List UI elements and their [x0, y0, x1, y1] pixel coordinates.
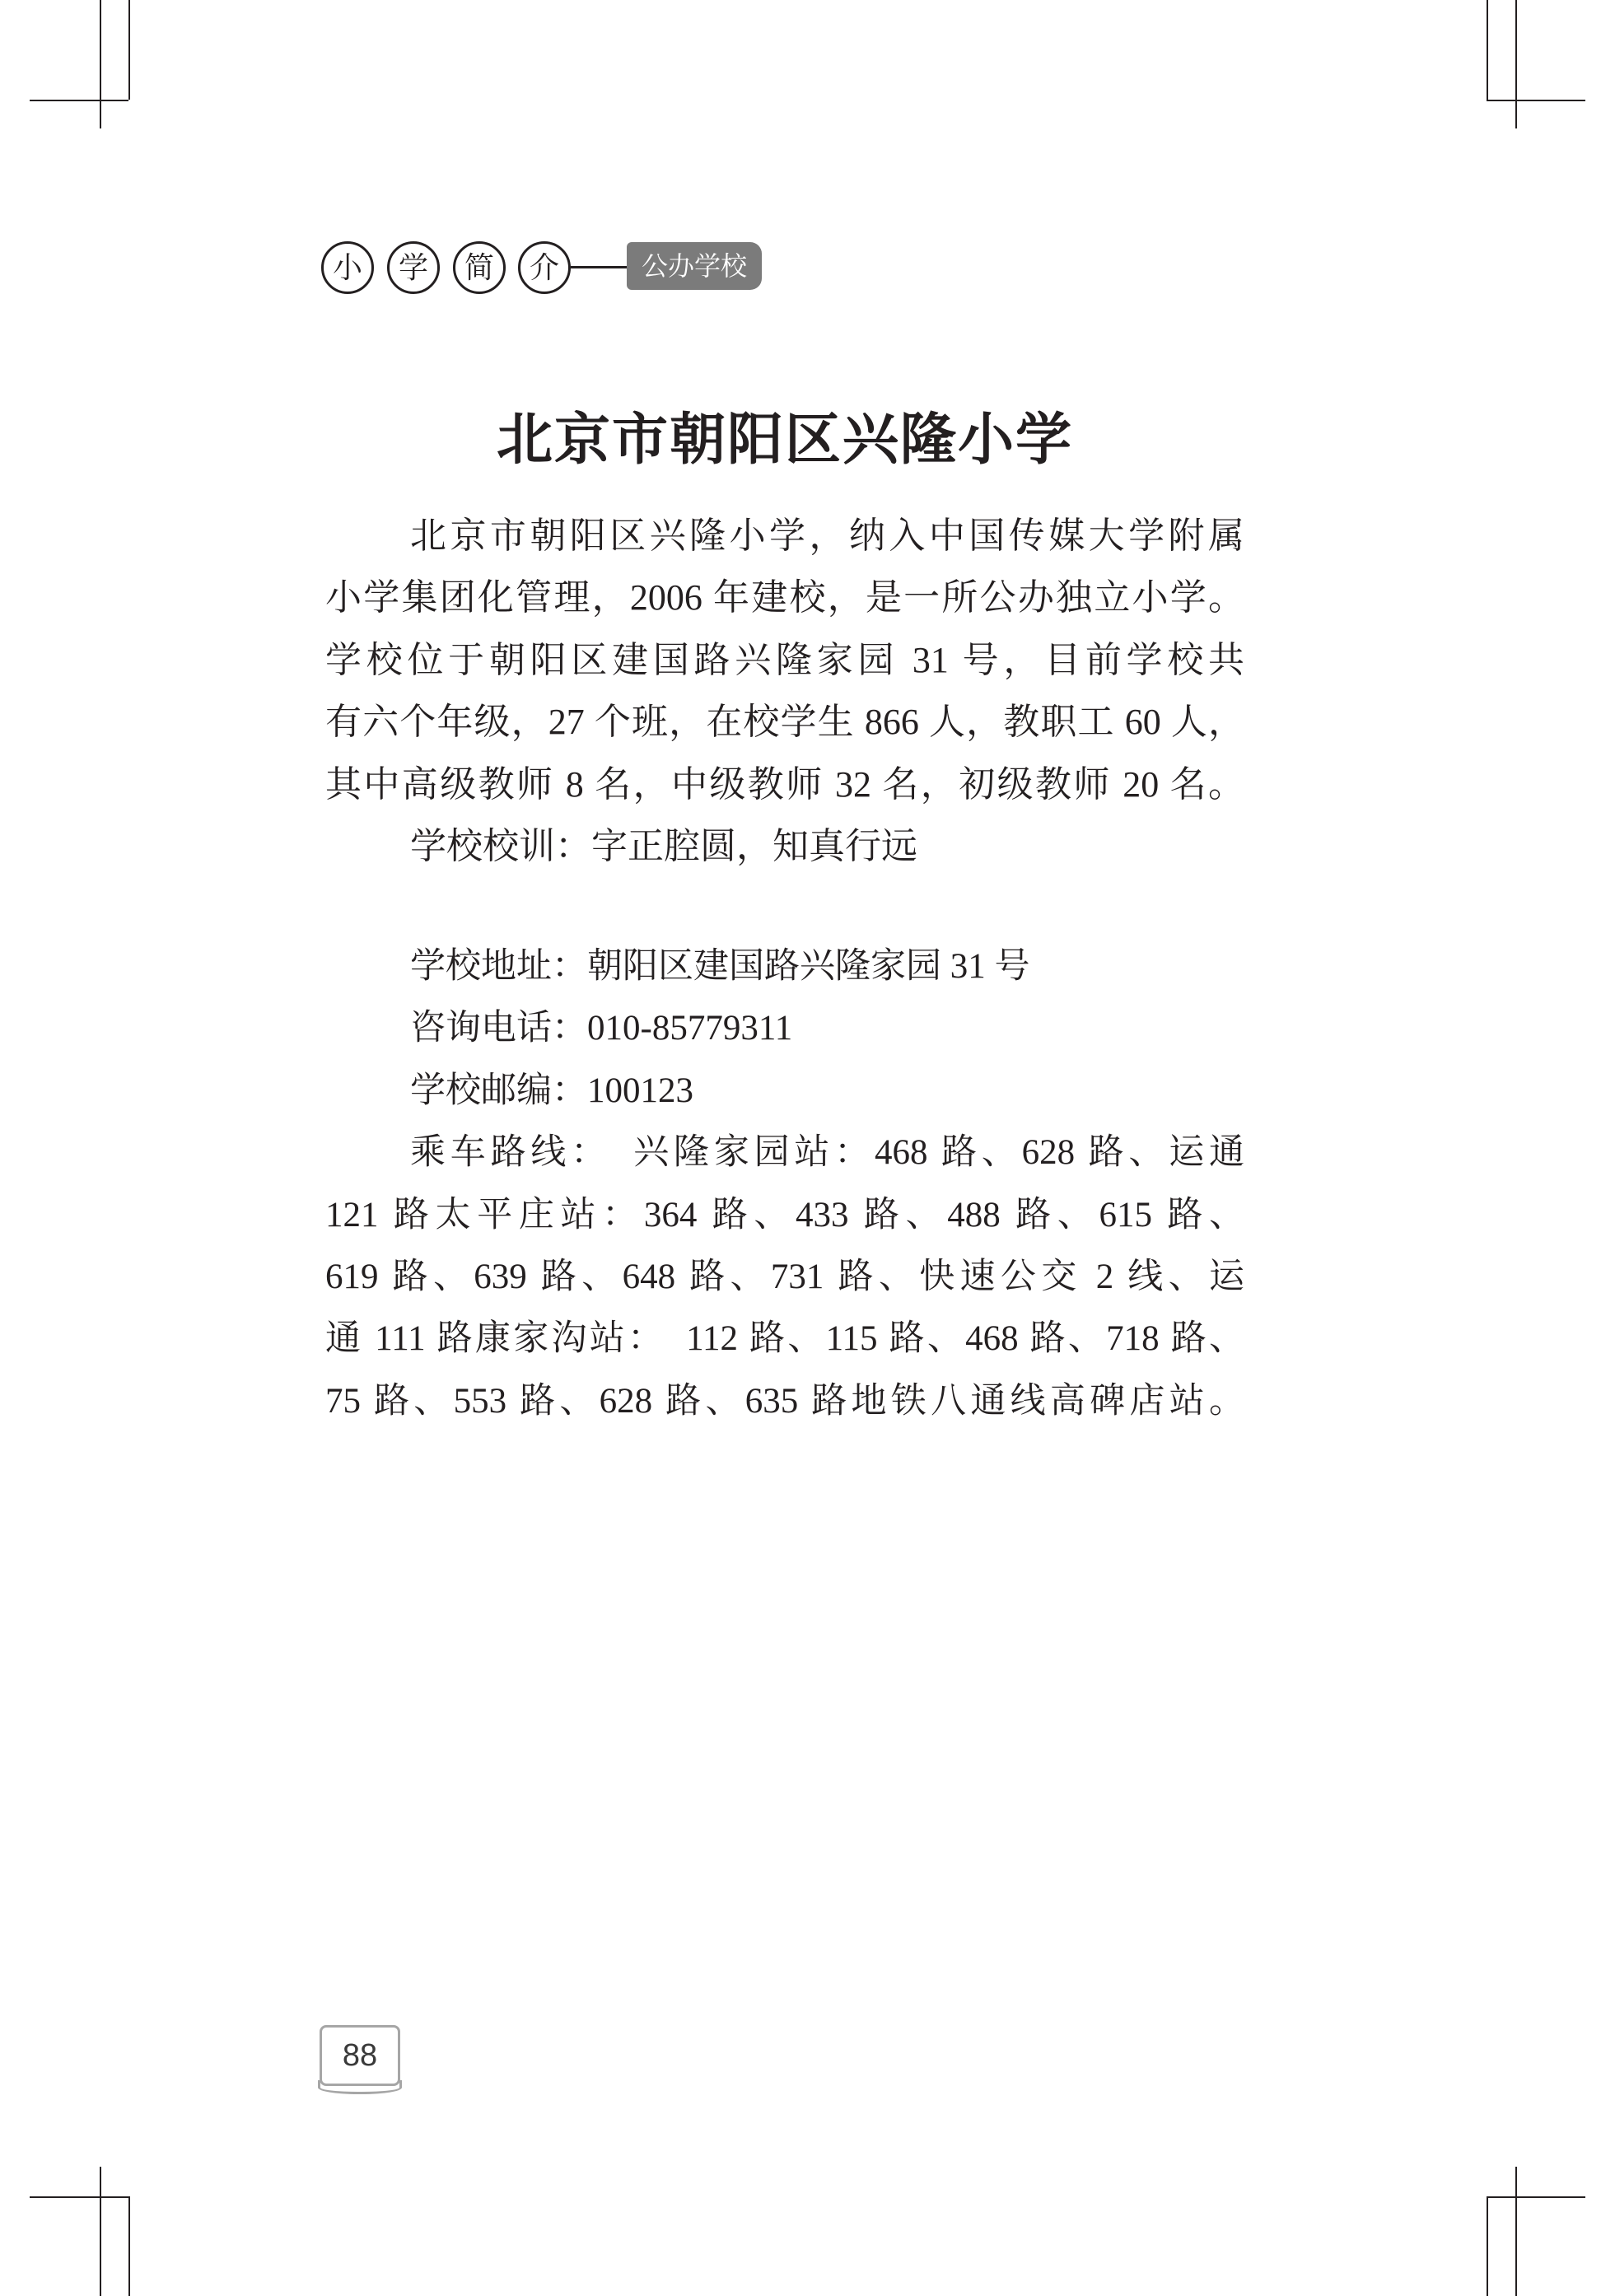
crop-mark-top-left-inner: [128, 0, 130, 100]
intro-line: 小学集团化管理，2006 年建校，是一所公办独立小学。: [325, 577, 1244, 618]
school-address: 学校地址：朝阳区建国路兴隆家园 31 号: [410, 947, 1030, 986]
crop-mark-bottom-left-horizontal: [30, 2196, 128, 2198]
crop-mark-top-left-outer: [100, 0, 101, 128]
section-badge-char: 小: [321, 241, 374, 294]
section-badge-char: 简: [453, 241, 506, 294]
page-title: 北京市朝阳区兴隆小学: [496, 408, 1073, 471]
category-tag: 公办学校: [627, 242, 762, 290]
page-number: 88: [320, 2025, 400, 2086]
school-motto: 学校校训：字正腔圆，知真行远: [410, 825, 917, 866]
crop-mark-top-left-horizontal: [30, 100, 128, 101]
bus-route-line: 通 111 路康家沟站： 112 路、115 路、468 路、718 路、: [325, 1319, 1244, 1359]
crop-mark-bottom-left-inner: [128, 2196, 130, 2296]
intro-line: 其中高级教师 8 名，中级教师 32 名，初级教师 20 名。: [325, 763, 1244, 805]
crop-mark-bottom-right-outer: [1515, 2167, 1517, 2296]
crop-mark-bottom-left-outer: [100, 2167, 101, 2296]
intro-line: 北京市朝阳区兴隆小学，纳入中国传媒大学附属: [410, 516, 1244, 556]
section-badge-char: 介: [518, 241, 571, 294]
section-badge-char: 学: [387, 241, 440, 294]
crop-mark-top-right-horizontal: [1487, 100, 1585, 101]
contact-info: [325, 936, 1244, 1432]
intro-line: 学校位于朝阳区建国路兴隆家园 31 号，目前学校共: [325, 639, 1244, 680]
intro-line: 有六个年级，27 个班，在校学生 866 人，教职工 60 人，: [325, 702, 1244, 743]
school-intro: [325, 505, 1244, 877]
school-phone: 咨询电话：010-85779311: [410, 1009, 793, 1048]
crop-mark-top-right-inner: [1487, 0, 1488, 100]
bus-route-line: 乘车路线： 兴隆家园站：468 路、628 路、运通: [410, 1133, 1244, 1173]
bus-route-line: 619 路、639 路、648 路、731 路、快速公交 2 线、运: [325, 1257, 1244, 1296]
header-connector-line: [571, 266, 628, 268]
school-postcode: 学校邮编：100123: [410, 1071, 693, 1110]
bus-route-line: 121 路太平庄站：364 路、433 路、488 路、615 路、: [325, 1195, 1244, 1234]
bus-route-line: 75 路、553 路、628 路、635 路地铁八通线高碑店站。: [325, 1381, 1244, 1421]
crop-mark-bottom-right-horizontal: [1487, 2196, 1585, 2198]
crop-mark-bottom-right-inner: [1487, 2196, 1488, 2296]
crop-mark-top-right-outer: [1515, 0, 1517, 128]
